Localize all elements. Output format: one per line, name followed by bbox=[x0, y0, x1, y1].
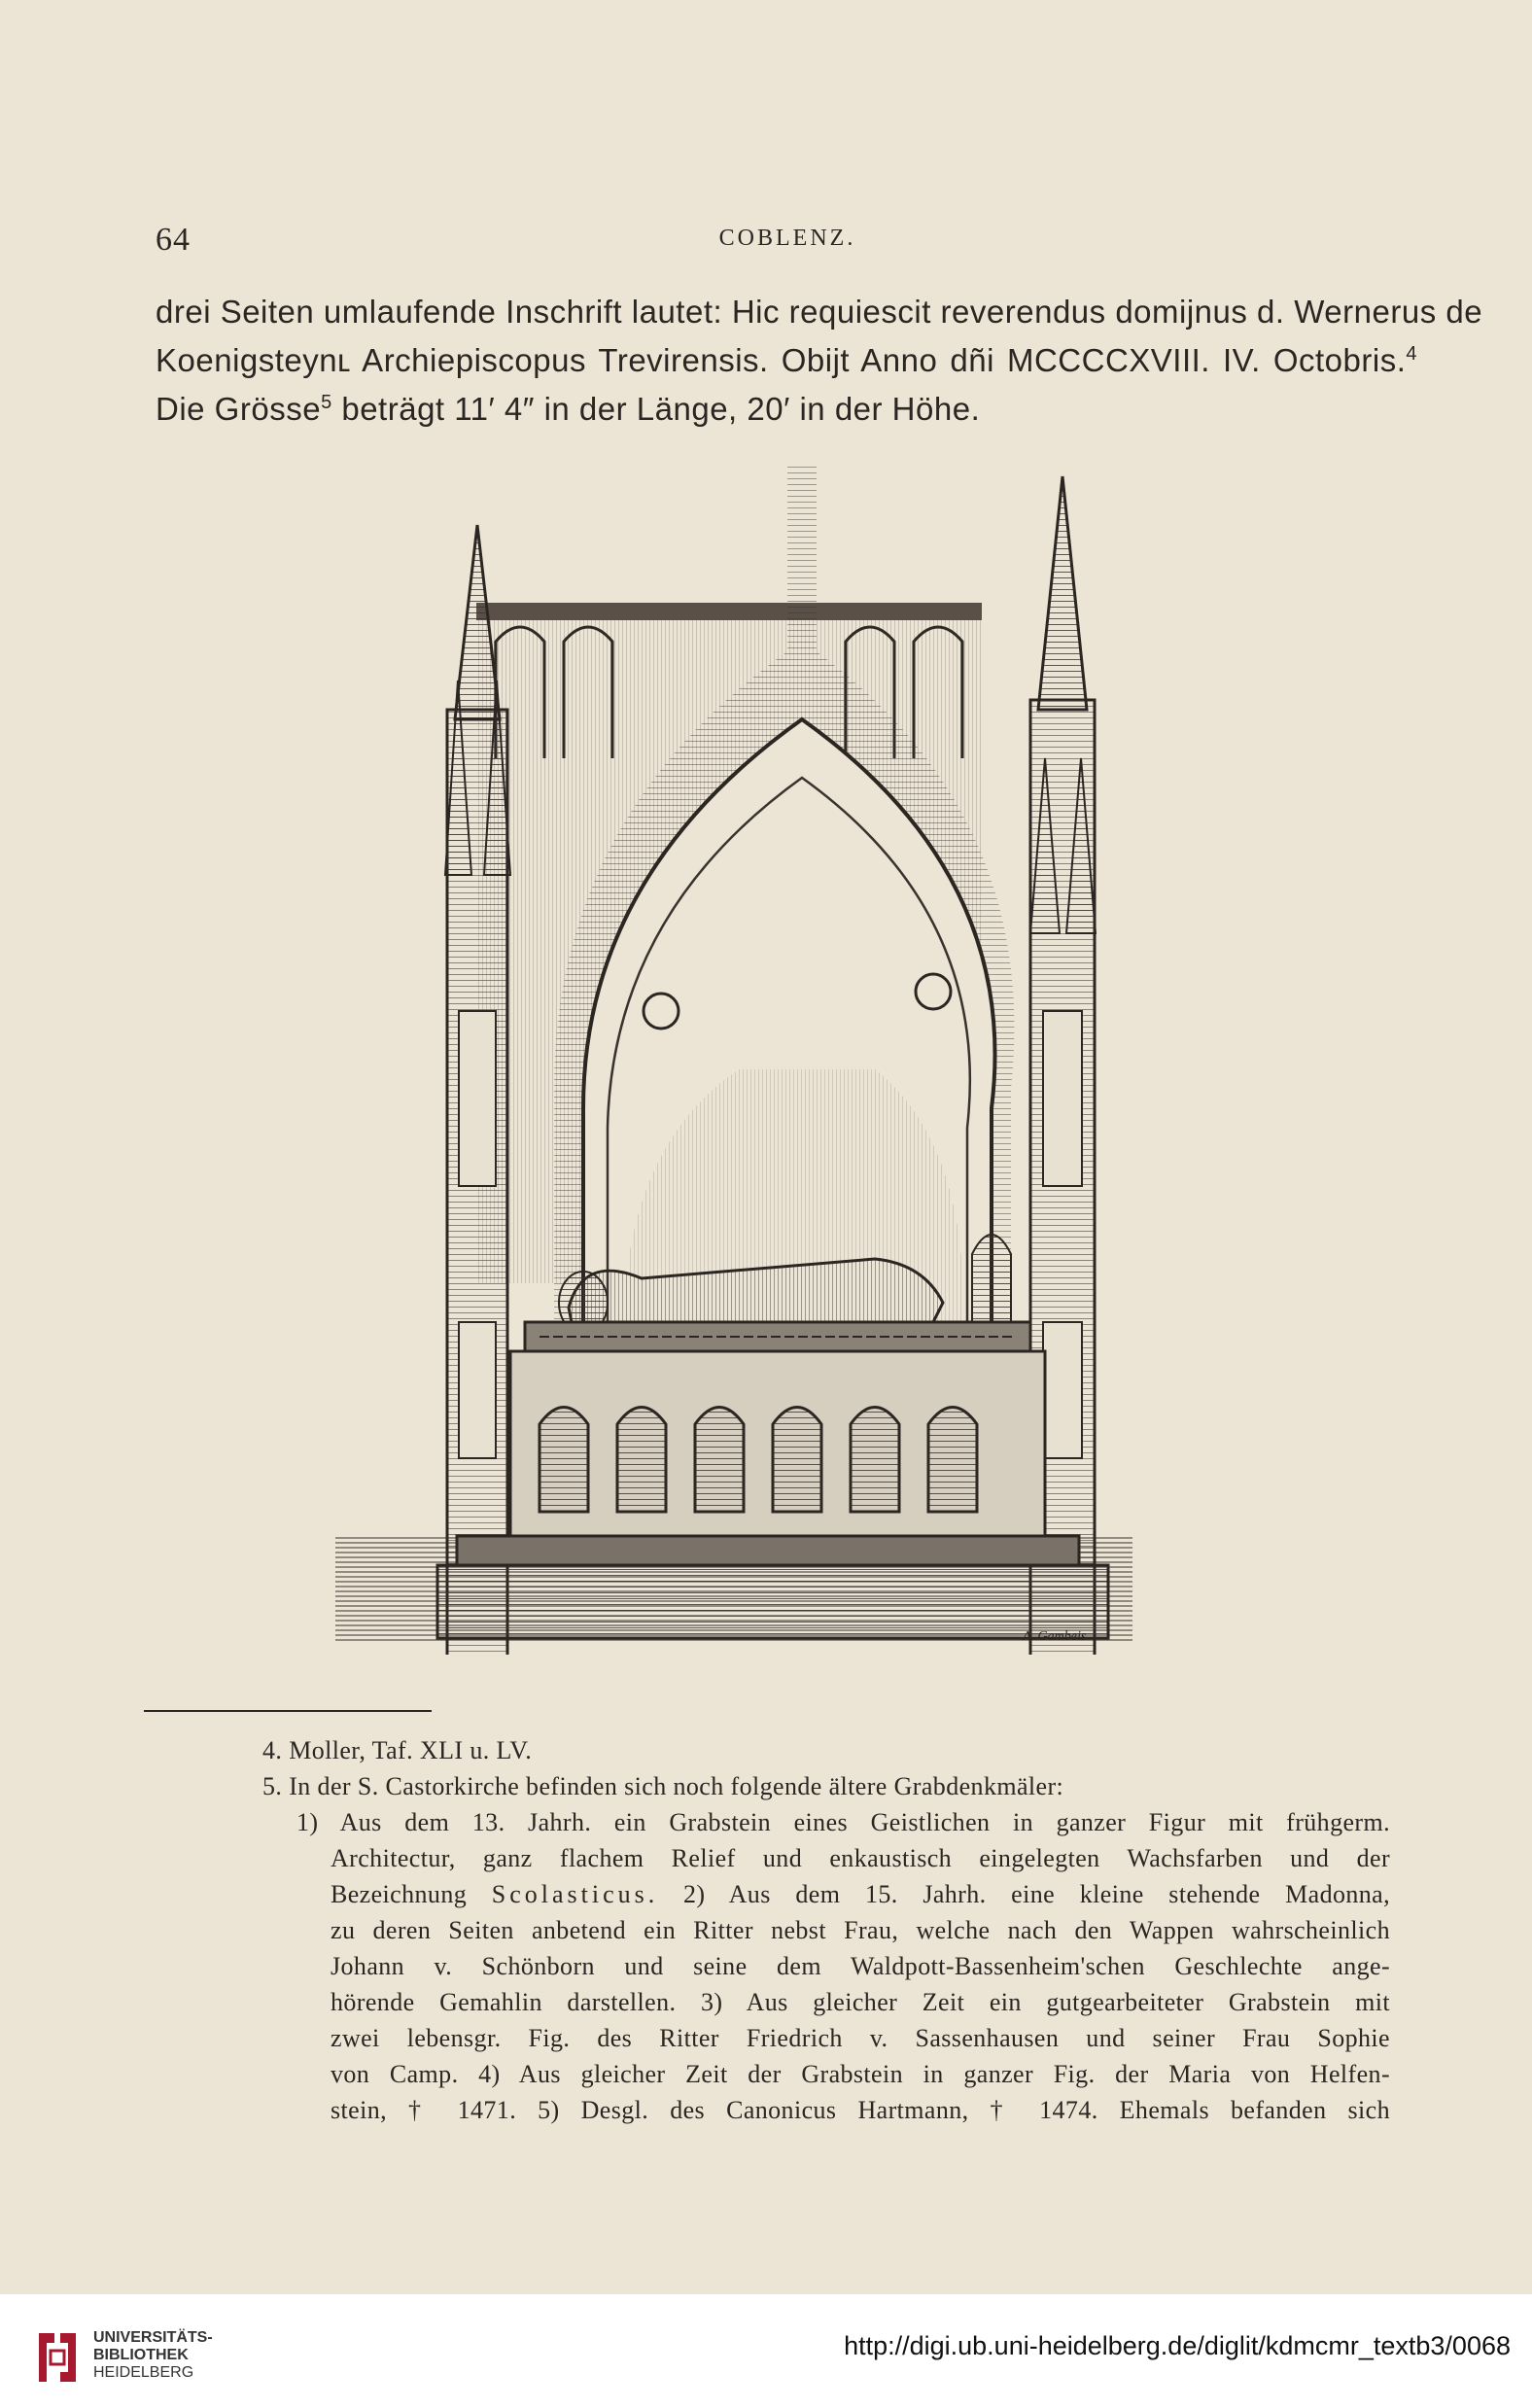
footnote-5-line: hörende Gemahlin darstellen. 3) Aus gleicher Zeit ein gutgearbeiteter Grabstein mit bbox=[331, 1988, 1390, 2016]
tomb-illustration bbox=[331, 467, 1137, 1655]
footnote-5-line: zwei lebensgr. Fig. des Ritter Friedrich v. Sassenhausen und seiner Frau Sophie bbox=[331, 2024, 1390, 2052]
body-line-1: drei Seiten umlaufende Inschrift lautet: Hic requiescit reverendus domijnus d. Wernerus de bbox=[156, 294, 1483, 330]
library-name[interactable]: UNIVERSITÄTS- BIBLIOTHEK HEIDELBERG bbox=[93, 2329, 213, 2381]
footnote-5-line: stein, † 1471. 5) Desgl. des Canonicus Hartmann, † 1474. Ehemals befanden sich bbox=[331, 2096, 1390, 2124]
footnote-4: 4. Moller, Taf. XLI u. LV. bbox=[262, 1736, 533, 1764]
permalink-url[interactable]: http://digi.ub.uni-heidelberg.de/diglit/kdmcmr_textb3/0068 bbox=[844, 2331, 1511, 2360]
body-paragraph bbox=[156, 288, 1483, 434]
library-logo-icon[interactable] bbox=[33, 2329, 82, 2386]
page-number: 64 bbox=[156, 222, 191, 258]
body-line-3: Die Grösse$^5$ beträgt 11′ 4″ in der Länge, 20′ in der Höhe. bbox=[156, 391, 981, 427]
body-line-2: Koenigsteynʟ Archiepiscopus Trevirensis. Obijt Anno dñi MCCCCXVIII. IV. Octobris.$^4$ bbox=[156, 342, 1417, 378]
footnote-ref-4[interactable]: 4 bbox=[1406, 343, 1417, 365]
sarcophagus-chest bbox=[510, 1351, 1045, 1536]
footnote-5-list bbox=[296, 1804, 1391, 2128]
viewer-footer bbox=[0, 2294, 1532, 2408]
top-cornice bbox=[476, 603, 982, 620]
footnote-5-line: Architectur, ganz flachem Relief und enkaustisch eingelegten Wachsfarben und der bbox=[331, 1844, 1390, 1872]
footnotes bbox=[262, 1732, 1390, 2128]
footnote-5-line: von Camp. 4) Aus gleicher Zeit der Grabstein in ganzer Fig. der Maria von Helfen- bbox=[331, 2060, 1390, 2088]
spaced-word: Scolasticus. bbox=[491, 1880, 659, 1908]
footnote-5: 5. In der S. Castorkirche befinden sich noch folgende ältere Grabdenkmäler: bbox=[262, 1772, 1064, 1800]
footnote-5-line: 1) Aus dem 13. Jahrh. ein Grabstein eines Geistlichen in ganzer Figur mit frühgerm. bbox=[296, 1808, 1390, 1836]
footnote-5-line: zu deren Seiten anbetend ein Ritter nebst Frau, welche nach den Wappen wahrscheinlich bbox=[331, 1916, 1390, 1944]
page-header bbox=[156, 222, 1419, 261]
footnote-5-line: Bezeichnung Scolasticus. 2) Aus dem 15. Jahrh. eine kleine stehende Madonna, bbox=[331, 1880, 1391, 1908]
tomb-engraving bbox=[331, 467, 1137, 1655]
footnote-5-line: Johann v. Schönborn und seine dem Waldpott-Bassenheim'schen Geschlechte ange- bbox=[331, 1952, 1390, 1980]
plinth-top bbox=[457, 1536, 1079, 1565]
engraver-signature: A. Gambeis bbox=[1023, 1629, 1087, 1644]
insertion-mark: ʟ bbox=[337, 342, 351, 378]
footnote-ref-5[interactable]: 5 bbox=[321, 392, 332, 413]
plinth bbox=[437, 1565, 1108, 1638]
footnote-separator bbox=[144, 1710, 432, 1712]
running-title: COBLENZ. bbox=[718, 226, 856, 251]
